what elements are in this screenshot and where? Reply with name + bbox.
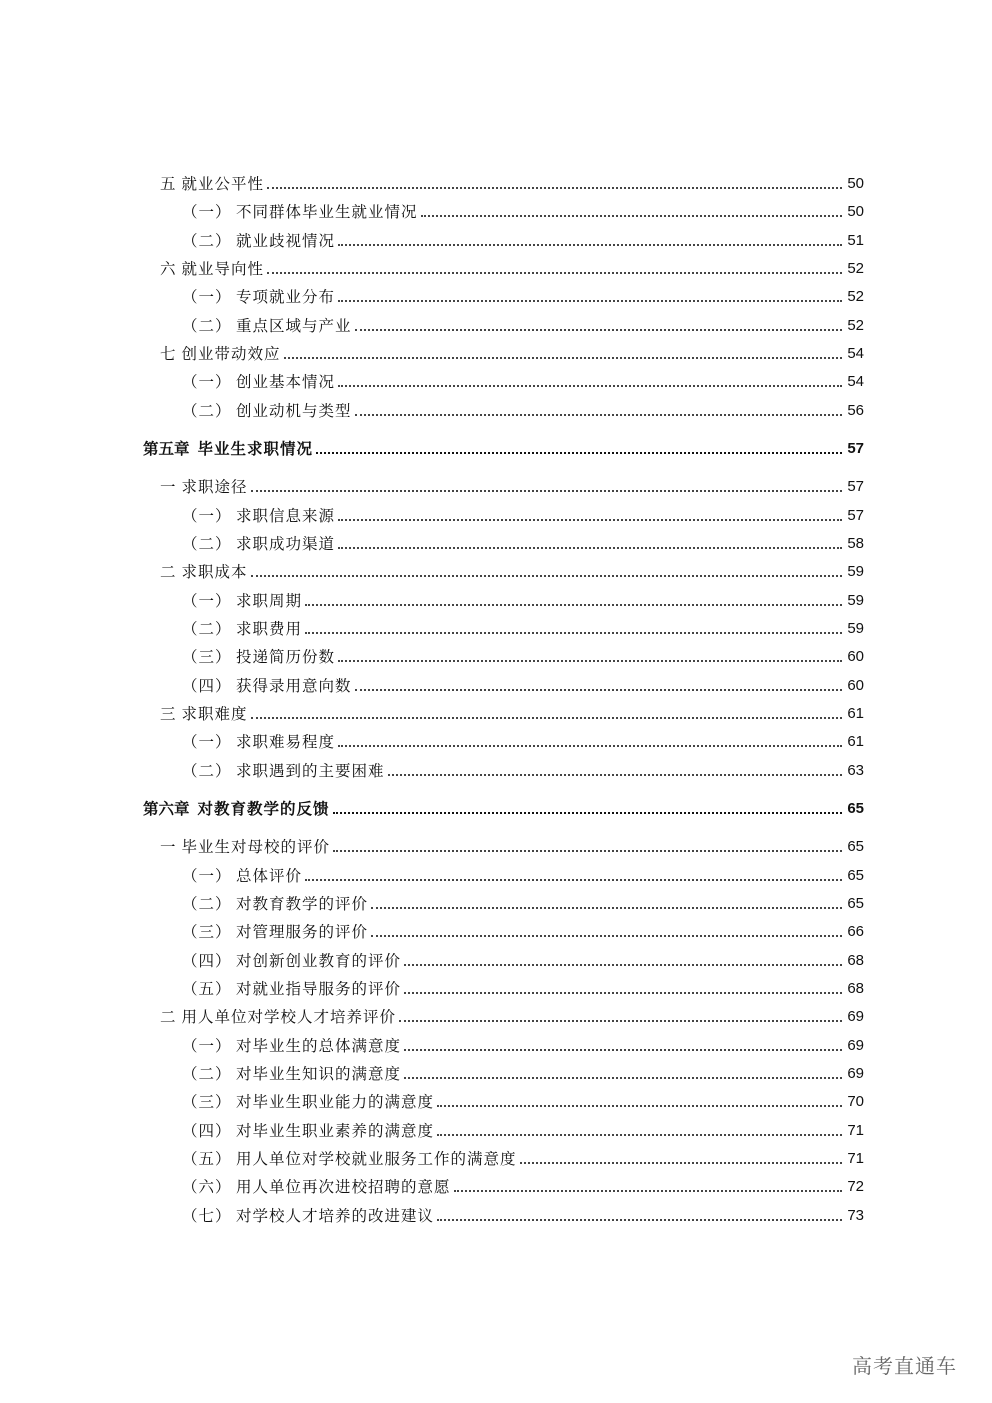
toc-title: 不同群体毕业生就业情况: [236, 203, 418, 221]
toc-number: （二）: [182, 895, 232, 913]
toc-number: （六）: [182, 1178, 232, 1196]
toc-page-number: 52: [847, 288, 864, 305]
toc-title: 求职信息来源: [236, 507, 336, 525]
toc-subsection[interactable]: [140, 1202, 864, 1226]
toc-subsection[interactable]: [140, 947, 864, 971]
toc-leader-dots: [305, 878, 842, 881]
toc-title: 求职周期: [236, 592, 303, 610]
toc-number: （一）: [182, 592, 232, 610]
toc-title: 用人单位再次进校招聘的意愿: [236, 1178, 451, 1196]
toc-leader-dots: [371, 906, 842, 909]
toc-number: （四）: [182, 677, 232, 695]
toc-title: 用人单位对学校就业服务工作的满意度: [236, 1150, 517, 1168]
toc-page-number: 65: [847, 895, 864, 912]
toc-subsection[interactable]: [140, 1173, 864, 1197]
toc-title: 对创新创业教育的评价: [236, 952, 402, 970]
toc-title: 创业基本情况: [236, 373, 336, 391]
toc-leader-dots: [355, 328, 842, 331]
toc-subsection[interactable]: [140, 1060, 864, 1084]
toc-subsection[interactable]: [140, 198, 864, 222]
toc-page-number: 69: [847, 1008, 864, 1025]
toc-subsection[interactable]: [140, 587, 864, 611]
toc-subsection[interactable]: [140, 862, 864, 886]
watermark: 高考直通车: [852, 1354, 957, 1378]
toc-title: 重点区域与产业: [236, 317, 352, 335]
toc-leader-dots: [338, 546, 842, 549]
toc-number: 七: [160, 345, 176, 363]
toc-page-number: 59: [847, 563, 864, 580]
toc-leader-dots: [454, 1189, 842, 1192]
toc-subsection[interactable]: [140, 728, 864, 752]
toc-page-number: 68: [847, 980, 864, 997]
toc-title: 对毕业生职业能力的满意度: [236, 1093, 435, 1111]
toc-number: 五: [160, 175, 176, 193]
toc-title: 专项就业分布: [236, 288, 336, 306]
toc-number: （四）: [182, 952, 232, 970]
toc-title: 对学校人才培养的改进建议: [236, 1207, 435, 1225]
toc-page-number: 57: [847, 507, 864, 524]
toc-title: 求职难度: [181, 705, 248, 723]
toc-title: 对毕业生职业素养的满意度: [236, 1122, 435, 1140]
toc-leader-dots: [267, 186, 842, 189]
toc-page-number: 54: [847, 345, 864, 362]
toc-title: 对就业指导服务的评价: [236, 980, 402, 998]
toc-number: （一）: [182, 733, 232, 751]
toc-number: （七）: [182, 1207, 232, 1225]
toc-subsection[interactable]: [140, 530, 864, 554]
toc-page-number: 66: [847, 923, 864, 940]
toc-number: （二）: [182, 620, 232, 638]
toc-page-number: 58: [847, 535, 864, 552]
toc-number: （二）: [182, 1065, 232, 1083]
toc-number: （一）: [182, 867, 232, 885]
toc-subsection[interactable]: [140, 672, 864, 696]
toc-page-number: 59: [847, 620, 864, 637]
toc-leader-dots: [267, 271, 842, 274]
toc-title: 求职难易程度: [236, 733, 336, 751]
toc-title: 创业动机与类型: [236, 402, 352, 420]
toc-page-number: 52: [847, 317, 864, 334]
toc-title: 对教育教学的评价: [236, 895, 369, 913]
toc-page-number: 71: [847, 1150, 864, 1167]
toc-section[interactable]: [140, 833, 864, 857]
toc-subsection[interactable]: [140, 312, 864, 336]
toc-page-number: 70: [847, 1093, 864, 1110]
toc-number: （三）: [182, 1093, 232, 1111]
toc-leader-dots: [404, 1048, 842, 1051]
toc-page-number: 61: [847, 733, 864, 750]
toc-number: （一）: [182, 203, 232, 221]
toc-leader-dots: [305, 631, 842, 634]
toc-number: （一）: [182, 373, 232, 391]
toc-leader-dots: [399, 1019, 842, 1022]
toc-leader-dots: [355, 688, 842, 691]
toc-number: 二: [160, 563, 176, 581]
toc-page-number: 57: [847, 440, 864, 457]
toc-subsection[interactable]: [140, 397, 864, 421]
toc-title: 毕业生求职情况: [197, 440, 314, 458]
toc-number: （一）: [182, 1037, 232, 1055]
toc-title: 获得录用意向数: [236, 677, 352, 695]
toc-section[interactable]: [140, 170, 864, 194]
toc-leader-dots: [404, 1076, 842, 1079]
toc-leader-dots: [338, 744, 842, 747]
toc-page-number: 57: [847, 478, 864, 495]
toc-page-number: 52: [847, 260, 864, 277]
toc-leader-dots: [520, 1161, 842, 1164]
toc-subsection[interactable]: [140, 757, 864, 781]
toc-subsection[interactable]: [140, 1117, 864, 1141]
toc-title: 求职成本: [181, 563, 248, 581]
toc-page-number: 73: [847, 1207, 864, 1224]
toc-number: 第六章: [143, 800, 190, 818]
toc-title: 求职途径: [181, 478, 248, 496]
toc-title: 创业带动效应: [181, 345, 281, 363]
toc-section[interactable]: [140, 340, 864, 364]
toc-leader-dots: [333, 811, 842, 814]
toc-leader-dots: [338, 384, 842, 387]
toc-section[interactable]: [140, 558, 864, 582]
toc-leader-dots: [338, 243, 842, 246]
toc-number: 一: [160, 478, 176, 496]
toc-subsection[interactable]: [140, 1088, 864, 1112]
toc-subsection[interactable]: [140, 1032, 864, 1056]
toc-page-number: 65: [847, 867, 864, 884]
toc-title: 对教育教学的反馈: [197, 800, 330, 818]
toc-leader-dots: [316, 451, 842, 454]
toc-number: （二）: [182, 317, 232, 335]
toc-leader-dots: [437, 1218, 842, 1221]
toc-title: 毕业生对母校的评价: [181, 838, 331, 856]
toc-page-number: 69: [847, 1037, 864, 1054]
toc-title: 就业导向性: [181, 260, 265, 278]
toc-title: 求职费用: [236, 620, 303, 638]
toc-chapter[interactable]: [140, 435, 864, 459]
toc-number: （一）: [182, 288, 232, 306]
toc-leader-dots: [421, 214, 842, 217]
toc-number: （四）: [182, 1122, 232, 1140]
toc-number: （三）: [182, 648, 232, 666]
toc-number: 第五章: [143, 440, 190, 458]
toc-leader-dots: [251, 574, 842, 577]
toc-title: 求职遇到的主要困难: [236, 762, 385, 780]
toc-subsection[interactable]: [140, 918, 864, 942]
toc-subsection[interactable]: [140, 615, 864, 639]
toc-title: 就业歧视情况: [236, 232, 336, 250]
toc-leader-dots: [404, 963, 842, 966]
toc-title: 求职成功渠道: [236, 535, 336, 553]
toc-number: （三）: [182, 923, 232, 941]
toc-page-number: 60: [847, 677, 864, 694]
toc-title: 用人单位对学校人才培养评价: [181, 1008, 397, 1026]
toc-title: 对毕业生知识的满意度: [236, 1065, 402, 1083]
toc-page-number: 72: [847, 1178, 864, 1195]
toc-page-number: 50: [847, 203, 864, 220]
toc-leader-dots: [355, 413, 842, 416]
toc-title: 投递简历份数: [236, 648, 336, 666]
toc-leader-dots: [371, 934, 842, 937]
toc-title: 对管理服务的评价: [236, 923, 369, 941]
toc-leader-dots: [338, 299, 842, 302]
toc-number: 三: [160, 705, 176, 723]
toc-leader-dots: [284, 356, 842, 359]
toc-number: 六: [160, 260, 176, 278]
toc-number: （二）: [182, 232, 232, 250]
toc-subsection[interactable]: [140, 890, 864, 914]
toc-page-number: 65: [847, 800, 864, 817]
toc-subsection[interactable]: [140, 227, 864, 251]
toc-subsection[interactable]: [140, 502, 864, 526]
toc-page-number: 54: [847, 373, 864, 390]
toc-subsection[interactable]: [140, 643, 864, 667]
toc-page-number: 68: [847, 952, 864, 969]
toc-subsection[interactable]: [140, 283, 864, 307]
toc-leader-dots: [338, 659, 842, 662]
toc-leader-dots: [333, 849, 842, 852]
toc-number: （一）: [182, 507, 232, 525]
toc-leader-dots: [404, 991, 842, 994]
toc-page-number: 51: [847, 232, 864, 249]
toc-page-number: 65: [847, 838, 864, 855]
toc-page-number: 69: [847, 1065, 864, 1082]
toc-number: （二）: [182, 402, 232, 420]
toc-subsection[interactable]: [140, 368, 864, 392]
toc-number: （五）: [182, 980, 232, 998]
toc-section[interactable]: [140, 700, 864, 724]
toc-chapter[interactable]: [140, 795, 864, 819]
toc-leader-dots: [251, 716, 842, 719]
toc-subsection[interactable]: [140, 975, 864, 999]
toc-leader-dots: [338, 518, 842, 521]
toc-number: （二）: [182, 535, 232, 553]
toc-title: 对毕业生的总体满意度: [236, 1037, 402, 1055]
toc-subsection[interactable]: [140, 1145, 864, 1169]
toc-title: 总体评价: [236, 867, 303, 885]
toc-number: 二: [160, 1008, 176, 1026]
toc-leader-dots: [305, 603, 842, 606]
toc-page-number: 50: [847, 175, 864, 192]
toc-page-number: 60: [847, 648, 864, 665]
toc-leader-dots: [251, 489, 842, 492]
toc-leader-dots: [388, 773, 842, 776]
toc-number: （二）: [182, 762, 232, 780]
toc-section[interactable]: [140, 473, 864, 497]
toc-page-number: 59: [847, 592, 864, 609]
toc-leader-dots: [437, 1133, 842, 1136]
toc-section[interactable]: [140, 1003, 864, 1027]
toc-leader-dots: [437, 1104, 842, 1107]
toc-page-number: 71: [847, 1122, 864, 1139]
toc-page-number: 63: [847, 762, 864, 779]
toc-section[interactable]: [140, 255, 864, 279]
toc-number: （五）: [182, 1150, 232, 1168]
toc-page-number: 56: [847, 402, 864, 419]
toc-page-number: 61: [847, 705, 864, 722]
toc-title: 就业公平性: [181, 175, 265, 193]
toc-number: 一: [160, 838, 176, 856]
